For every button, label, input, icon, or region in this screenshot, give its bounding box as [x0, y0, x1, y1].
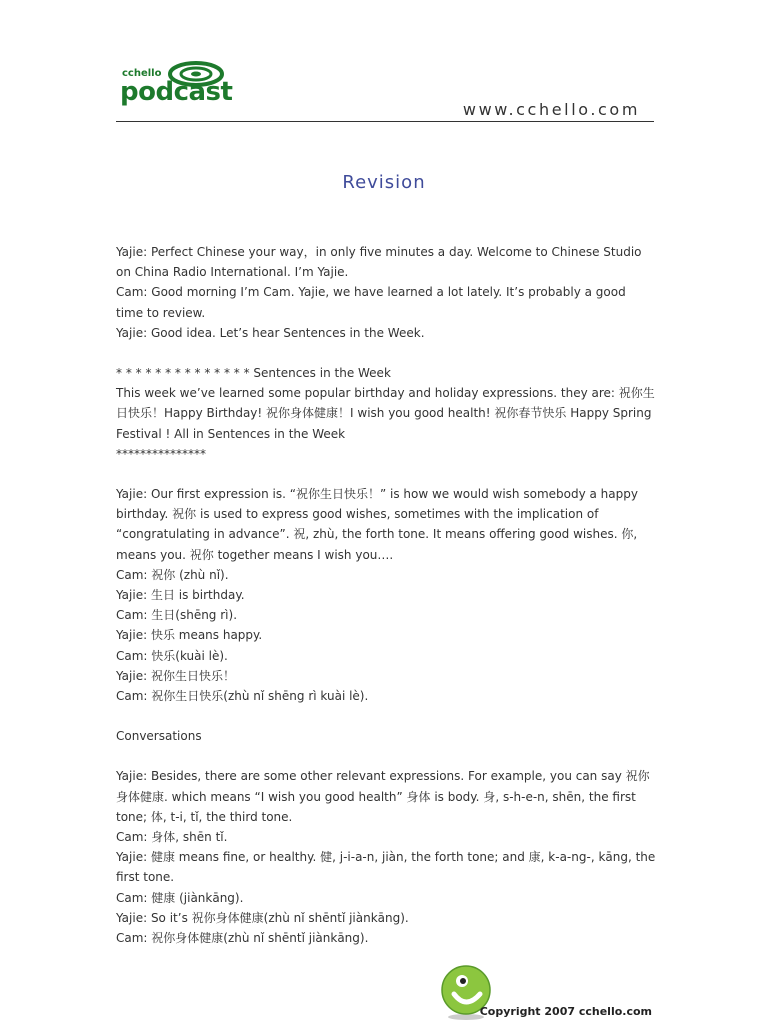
document-body	[116, 242, 656, 948]
paragraph: Yajie: Perfect Chinese your way，in only five minutes a day. Welcome to Chinese Studio on China Radio International. I’m Yajie.	[116, 245, 642, 280]
paragraph: Cam: 祝你身体健康(zhù nǐ shēntǐ jiànkāng).	[116, 931, 369, 946]
logo-big-text: podcast	[120, 77, 233, 107]
paragraph: Yajie: Besides, there are some other relevant expressions. For example, you can say 祝你身体健康. which means “I wish you good health” 身体 is body. 身, s-h-e-n, shēn, the first tone; 体, t-i, tǐ, the third tone.	[116, 769, 650, 824]
paragraph: * * * * * * * * * * * * * * Sentences in the Week	[116, 366, 391, 381]
paragraph: Cam: 快乐(kuài lè).	[116, 648, 228, 663]
paragraph-gap	[116, 706, 656, 726]
cchello-podcast-logo[interactable]	[120, 60, 233, 108]
paragraph-gap	[116, 343, 656, 363]
paragraph: Yajie: 快乐 means happy.	[116, 628, 263, 643]
paragraph: Cam: 祝你生日快乐(zhù nǐ shēng rì kuài lè).	[116, 689, 369, 704]
paragraph: Yajie: 健康 means fine, or healthy. 健, j-i-a-n, jiàn, the forth tone; and 康, k-a-ng-, kāng, the first tone.	[116, 850, 656, 885]
paragraph: Cam: 祝你 (zhù nǐ).	[116, 567, 229, 582]
logo-small-text: cchello	[122, 68, 162, 79]
paragraph: Yajie: Our first expression is. “祝你生日快乐！” is how we would wish somebody a happy birthday. 祝你 is used to express good wishes, sometimes with the implication of “congratulating in advance”. 祝, zhù, the forth tone. It means offering good wishes. 你, means you. 祝你 together means I wish you….	[116, 487, 638, 562]
paragraph: Conversations	[116, 729, 202, 744]
site-url[interactable]: www.cchello.com	[462, 100, 640, 119]
page-title: Revision	[342, 172, 426, 193]
paragraph: This week we’ve learned some popular birthday and holiday expressions. they are: 祝你生日快乐！Happy Birthday! 祝你身体健康！I wish you good health! 祝你春节快乐 Happy Spring Festival ! All in Sentences in the Week	[116, 386, 655, 441]
paragraph-gap	[116, 746, 656, 766]
paragraph: Cam: 健康 (jiànkāng).	[116, 890, 244, 905]
paragraph: Yajie: Good idea. Let’s hear Sentences in the Week.	[116, 325, 425, 340]
paragraph: Yajie: 祝你生日快乐！	[116, 668, 235, 683]
page-header	[0, 0, 768, 130]
paragraph: Cam: Good morning I’m Cam. Yajie, we have learned a lot lately. It’s probably a good time to review.	[116, 285, 626, 320]
header-divider	[116, 121, 654, 122]
paragraph: Cam: 身体, shēn tǐ.	[116, 830, 228, 845]
paragraph: Cam: 生日(shēng rì).	[116, 608, 238, 623]
paragraph: Yajie: 生日 is birthday.	[116, 588, 245, 603]
copyright-text: Copyright 2007 cchello.com	[479, 1005, 652, 1018]
paragraph-gap	[116, 464, 656, 484]
paragraph: ***************	[116, 446, 206, 461]
paragraph: Yajie: So it’s 祝你身体健康(zhù nǐ shēntǐ jiànkāng).	[116, 910, 409, 925]
